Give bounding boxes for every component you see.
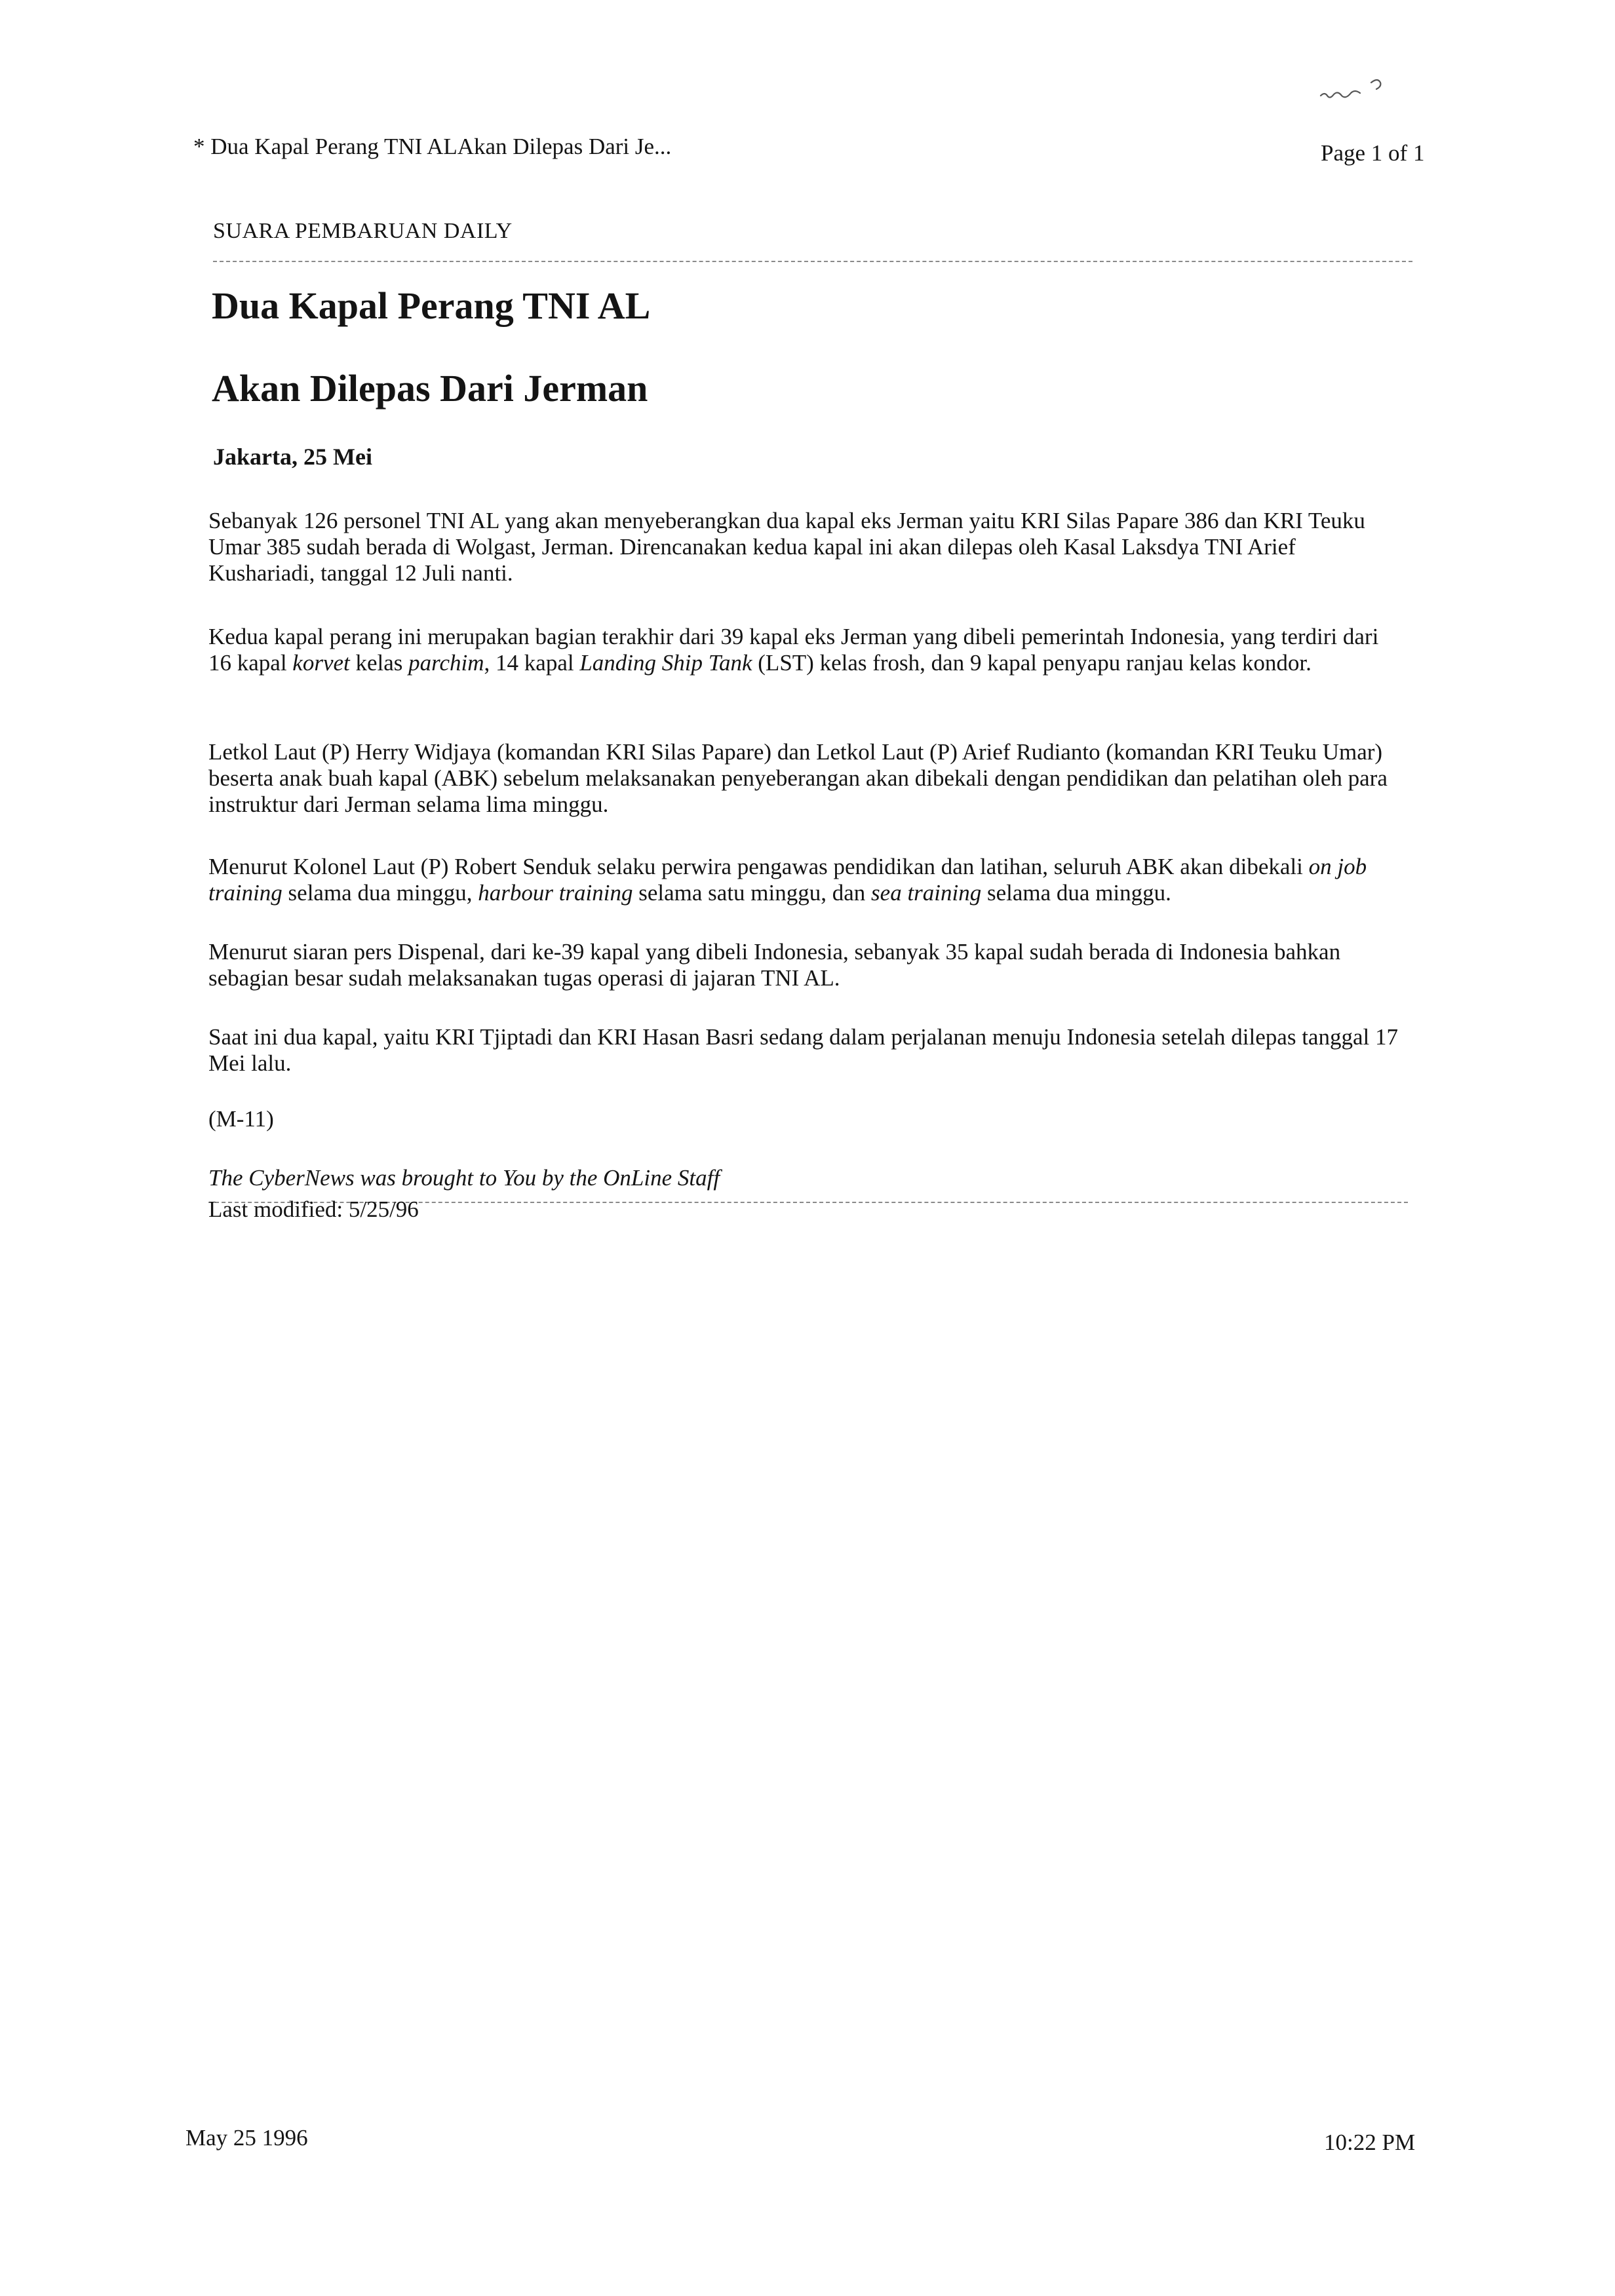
top-divider: [213, 261, 1412, 262]
headline-line-1: Dua Kapal Perang TNI AL: [212, 284, 651, 327]
footer-time: 10:22 PM: [1324, 2130, 1416, 2155]
credit-line: The CyberNews was brought to You by the OnLine Staff: [208, 1165, 720, 1191]
paragraph-1: [208, 508, 1401, 586]
reporter-code: [208, 1106, 1401, 1132]
paragraph-2-text: Kedua kapal perang ini merupakan bagian terakhir dari 39 kapal eks Jerman yang dibeli pemerintah Indonesia, yang terdiri dari 16 kapal korvet kelas parchim, 14 kapal Landing Ship Tank (LST) kelas frosh, dan 9 kapal penyapu ranjau kelas kondor.: [208, 624, 1379, 676]
paragraph-6-text: Saat ini dua kapal, yaitu KRI Tjiptadi dan KRI Hasan Basri sedang dalam perjalanan menuju Indonesia setelah dilepas tanggal 17 Mei lalu.: [208, 1024, 1398, 1076]
last-modified: Last modified: 5/25/96: [208, 1196, 419, 1222]
paragraph-4: [208, 854, 1401, 906]
browser-page-title: * Dua Kapal Perang TNI ALAkan Dilepas Dari Je...: [193, 134, 672, 159]
paragraph-2: [208, 624, 1401, 676]
paragraph-1-text: Sebanyak 126 personel TNI AL yang akan menyeberangkan dua kapal eks Jerman yaitu KRI Silas Papare 386 dan KRI Teuku Umar 385 sudah berada di Wolgast, Jerman. Direncanakan kedua kapal ini akan dilepas oleh Kasal Laksdya TNI Arief Kushariadi, tanggal 12 Juli nanti.: [208, 508, 1365, 586]
dateline: Jakarta, 25 Mei: [213, 444, 372, 470]
paragraph-6: [208, 1024, 1401, 1077]
footer-date: May 25 1996: [185, 2125, 308, 2151]
page-number: Page 1 of 1: [1321, 140, 1425, 166]
paragraph-4-text: Menurut Kolonel Laut (P) Robert Senduk selaku perwira pengawas pendidikan dan latihan, seluruh ABK akan dibekali on job training selama dua minggu, harbour training selama satu minggu, dan sea training selama dua minggu.: [208, 854, 1367, 906]
handwritten-mark: [1317, 71, 1390, 104]
paragraph-5-text: Menurut siaran pers Dispenal, dari ke-39 kapal yang dibeli Indonesia, sebanyak 35 kapal sudah berada di Indonesia bahkan sebagian besar sudah melaksanakan tugas operasi di jajaran TNI AL.: [208, 939, 1341, 991]
headline-line-2: Akan Dilepas Dari Jerman: [212, 367, 648, 410]
paragraph-5: [208, 939, 1401, 991]
reporter-code-text: (M-11): [208, 1106, 274, 1132]
paragraph-3-text: Letkol Laut (P) Herry Widjaya (komandan KRI Silas Papare) dan Letkol Laut (P) Arief Rudianto (komandan KRI Teuku Umar) beserta anak buah kapal (ABK) sebelum melaksanakan penyeberangan akan dibekali dengan pendidikan dan pelatihan oleh para instruktur dari Jerman selama lima minggu.: [208, 739, 1388, 817]
publication-name: SUARA PEMBARUAN DAILY: [213, 219, 513, 243]
paragraph-3: [208, 739, 1401, 818]
